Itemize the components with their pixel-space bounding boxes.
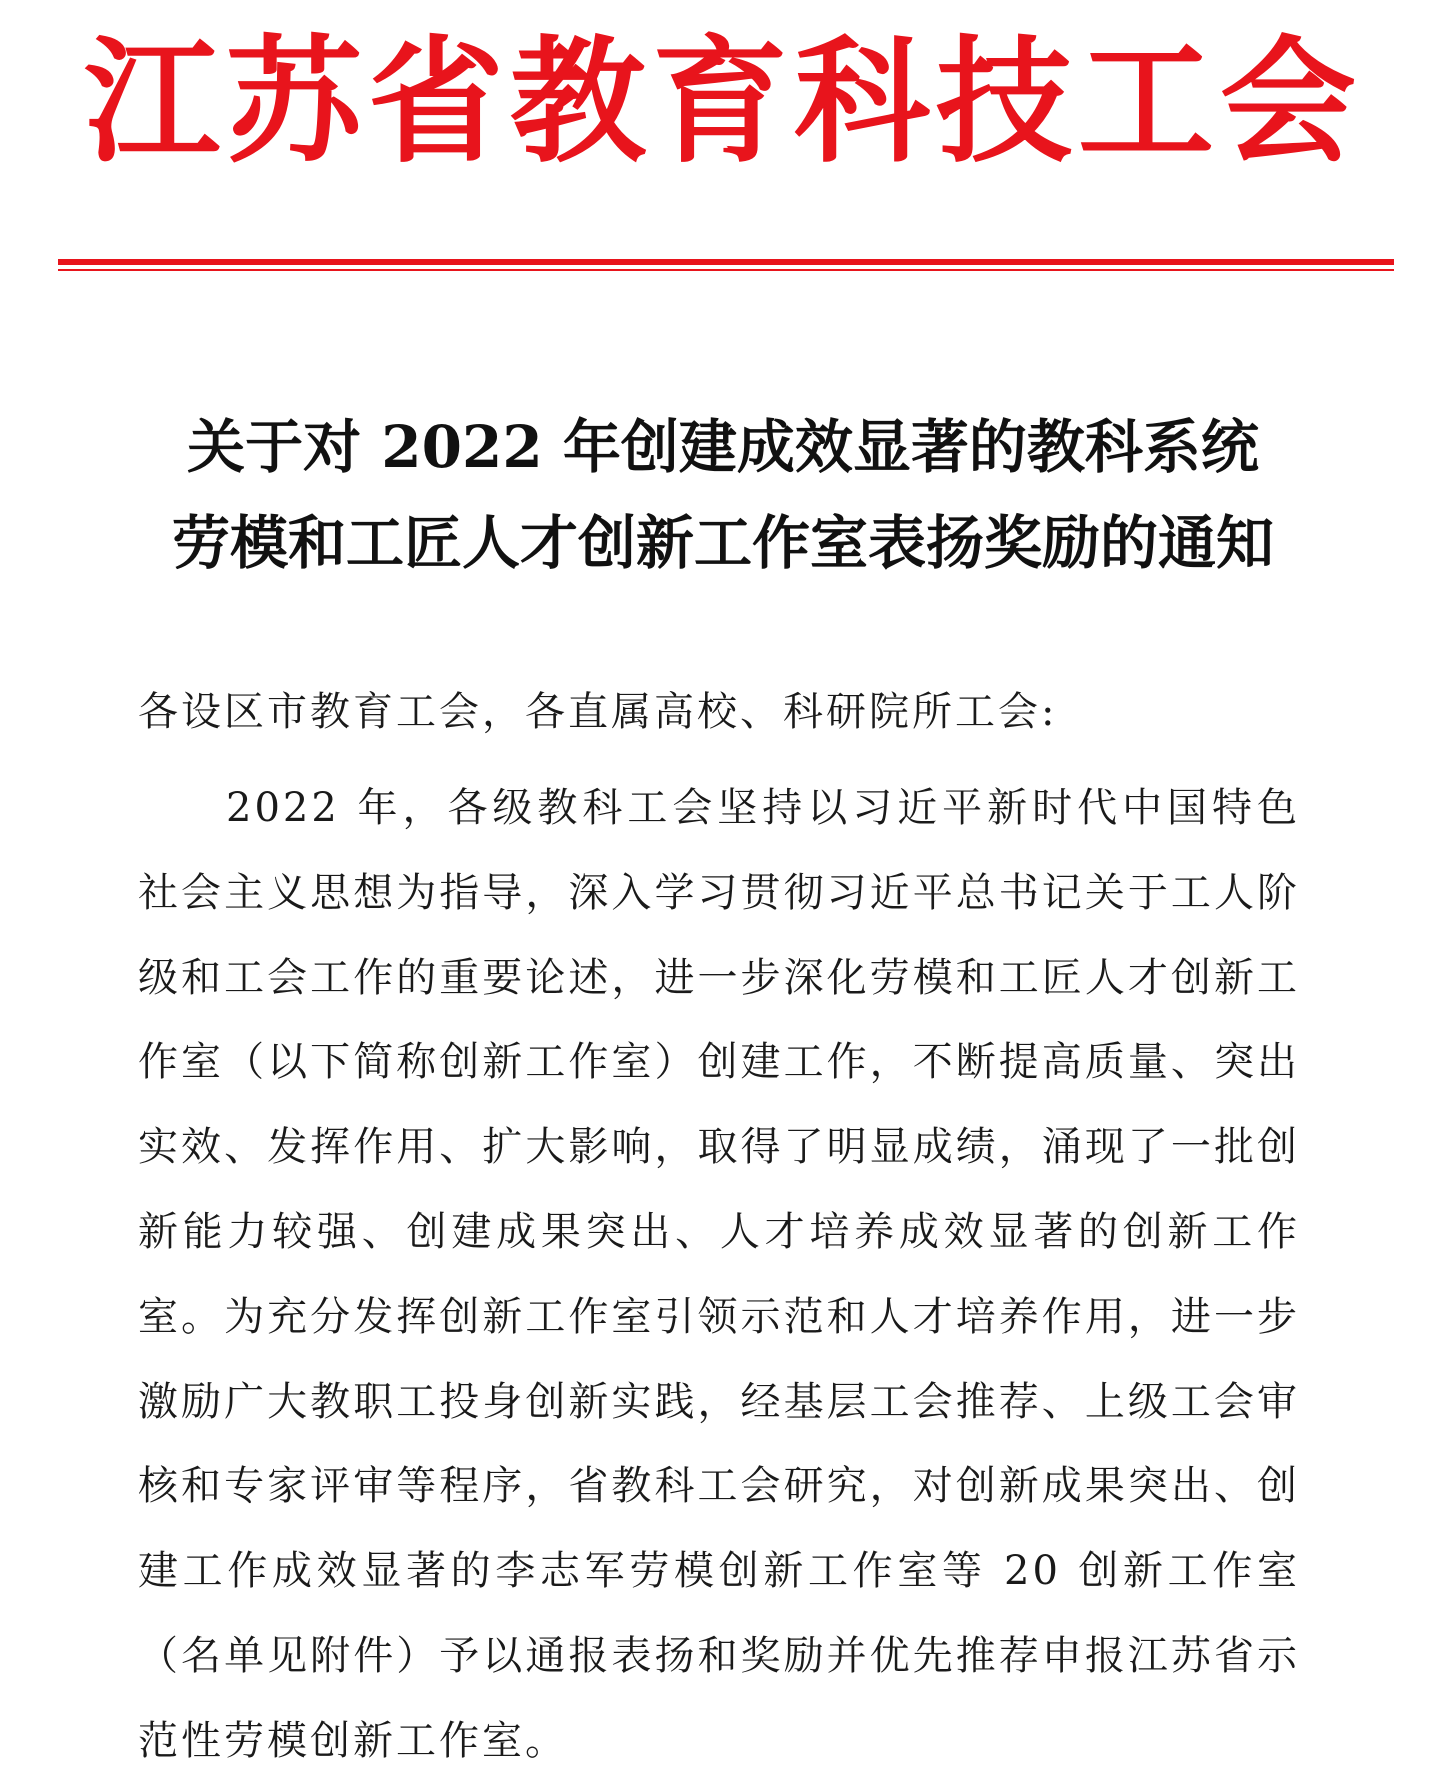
salutation: 各设区市教育工会，各直属高校、科研院所工会:	[138, 689, 1058, 735]
document-title-line-2: 劳模和工匠人才创新工作室表扬奖励的通知	[171, 509, 1274, 577]
body-paragraph: 2022 年，各级教科工会坚持以习近平新时代中国特色社会主义思想为指导，深入学习贯彻习近平总书记关于工人阶级和工会工作的重要论述，进一步深化劳模和工匠人才创新工作室（以下简称创新工作室）创建工作，不断提高质量、突出实效、发挥作用、扩大影响，取得了明显成绩，涌现了一批创新能力较强、创建成果突出、人才培养成效显著的创新工作室。为充分发挥创新工作室引领示范和人才培养作用，进一步激励广大教职工投身创新实践，经基层工会推荐、上级工会审核和专家评审等程序，省教科工会研究，对创新成果突出、创建工作成效显著的李志军劳模创新工作室等 20 创新工作室（名单见附件）予以通报表扬和奖励并优先推荐申报江苏省示范性劳模创新工作室。	[138, 785, 1300, 1764]
letterhead-red-rule-thick	[58, 259, 1394, 265]
letterhead-title: 江苏省教育科技工会	[84, 24, 1362, 182]
letterhead-red-rule-thin	[58, 269, 1394, 271]
document-title-line-1: 关于对 2022 年创建成效显著的教科系统	[187, 413, 1259, 481]
